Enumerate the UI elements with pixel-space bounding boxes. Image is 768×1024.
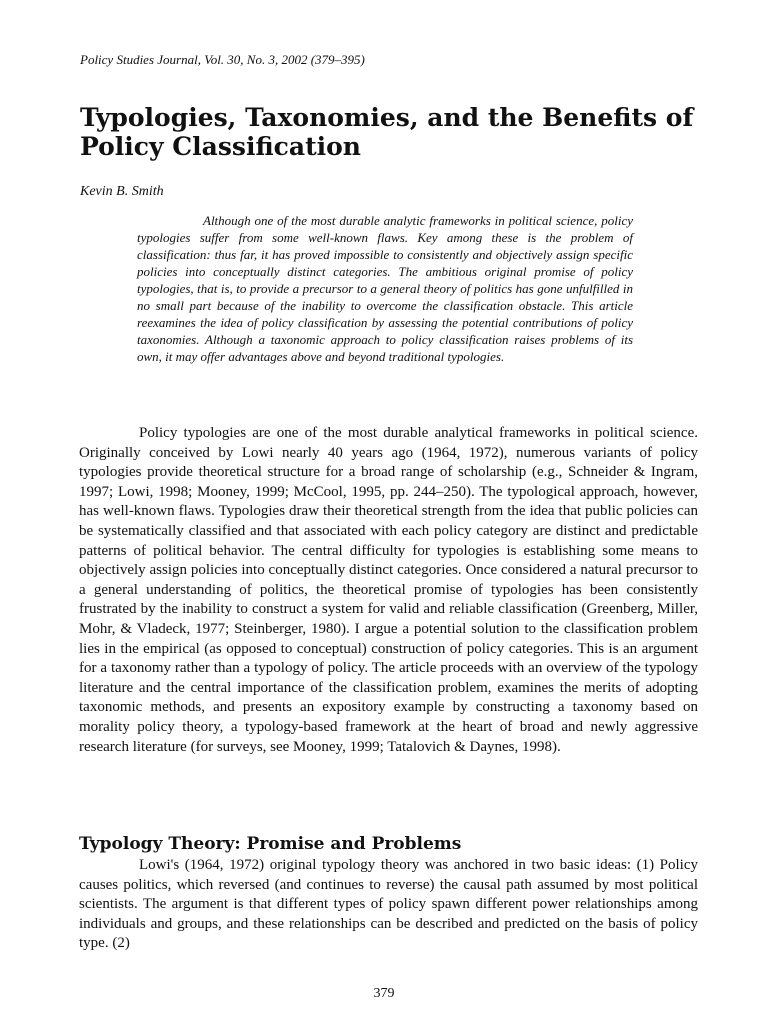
body-paragraph-1: Policy typologies are one of the most durable analytical frameworks in political science. Originally conceived by Lowi nearly 40 years ago (1964, 1972), numerous variants of policy typologies provide theoretical structure for a broad range of scholarship (e.g., Schneider & Ingram, 1997; Lowi, 1998; Mooney, 1999; McCool, 1995, pp. 244–250). The typological approach, however, has well-known flaws. Typologies draw their theoretical strength from the idea that public policies can be systematically classified and that associated with each policy category are distinct and predictable patterns of political behavior. The central difficulty for typologies is establishing some means to objectively assign policies into conceptually distinct categories. Once considered a natural precursor to a general understanding of politics, the theoretical promise of typologies has been consistently frustrated by the inability to construct a system for valid and reliable classification (Greenberg, Miller, Mohr, & Vladeck, 1977; Steinberger, 1980). I argue a potential solution to the classification problem lies in the empirical (as opposed to conceptual) construction of policy categories. This is an argument for a taxonomy rather than a typology of policy. The article proceeds with an overview of the typology literature and the central importance of the classification problem, examines the merits of adopting taxonomic methods, and presents an expository example by constructing a taxonomy based on morality policy theory, a typology-based framework at the heart of broad and newly aggressive research literature (for surveys, see Mooney, 1999; Tatalovich & Daynes, 1998).: [79, 425, 698, 755]
body-paragraph-2: Lowi's (1964, 1972) original typology theory was anchored in two basic ideas: (1) Policy causes politics, which reversed (and continues to reverse) the causal path assumed by most political scientists. The argument is that different types of policy spawn different power relationships among individuals and groups, and these relationships can be described and predicted on the basis of policy type. (2): [79, 857, 698, 952]
article-title: Typologies, Taxonomies, and the Benefits of Policy Classification: [80, 103, 694, 161]
journal-citation: Policy Studies Journal, Vol. 30, No. 3, 2002 (379–395): [80, 52, 365, 67]
abstract: Although one of the most durable analytic frameworks in political science, policy typologies suffer from some well-known flaws. Key among these is the problem of classification: thus far, it has proved impossible to consistently and objectively assign specific policies into conceptually distinct categories. The ambitious original promise of policy typologies, that is, to provide a precursor to a general theory of politics has gone unfulfilled in no small part because of the inability to overcome the classification obstacle. This article reexamines the idea of policy classification by assessing the potential contributions of policy taxonomies. Although a taxonomic approach to policy classification raises problems of its own, it may offer advantages above and beyond traditional typologies.: [137, 213, 633, 364]
page-number: 379: [373, 986, 395, 1001]
author-name: Kevin B. Smith: [80, 184, 164, 199]
section-heading: Typology Theory: Promise and Problems: [79, 834, 462, 854]
